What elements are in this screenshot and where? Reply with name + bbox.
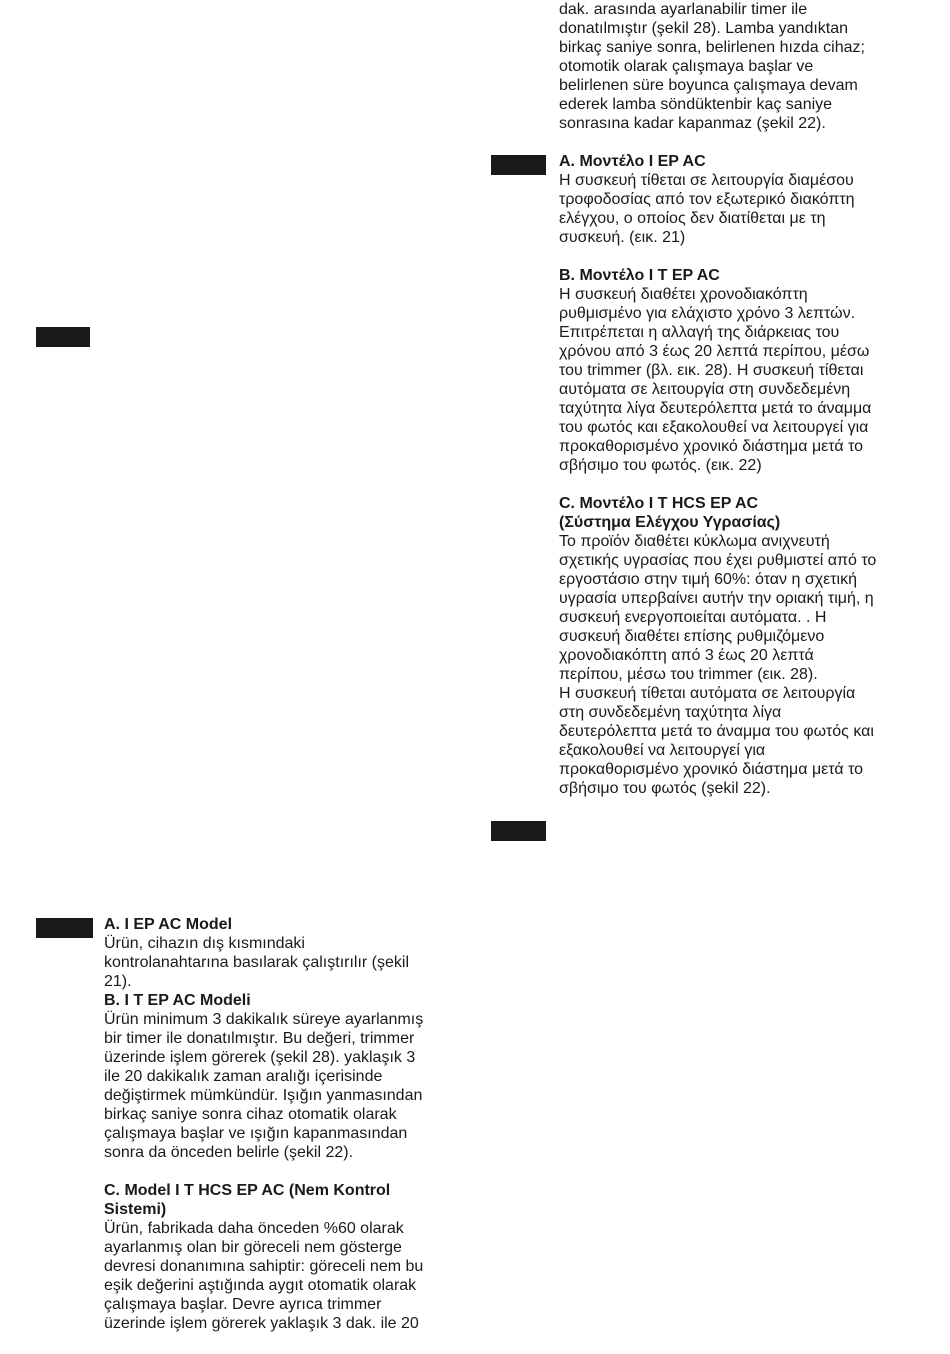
text-line: bir timer ile donatılmıştır. Bu değeri, trimmer — [104, 1030, 415, 1047]
text-line: Η συσκευή τίθεται σε λειτουργία διαμέσου — [559, 172, 854, 189]
text-line: dak. arasında ayarlanabilir timer ile — [559, 1, 808, 18]
text-line: ρυθμισμένο για ελάχιστο χρόνο 3 λεπτών. — [559, 305, 856, 322]
text-line: üzerinde işlem görerek yaklaşık 3 dak. ile 20 — [104, 1315, 419, 1332]
text-line: ταχύτητα λίγα δευτερόλεπτα μετά το άναμμα — [559, 400, 872, 417]
text-line: Η συσκευή διαθέτει χρονοδιακόπτη — [559, 286, 808, 303]
text-line: τροφοδοσίας από τον εξωτερικό διακόπτη — [559, 191, 855, 208]
text-line: sonra da önceden belirle (şekil 22). — [104, 1144, 354, 1161]
text-line: συσκευή διαθέτει επίσης ρυθμιζόμενο — [559, 628, 825, 645]
text-line: Ürün, fabrikada daha önceden %60 olarak — [104, 1220, 404, 1237]
turkish-section — [104, 915, 423, 1333]
text-line: otomotik olarak çalışmaya başlar ve — [559, 58, 814, 75]
text-line: Ürün, cihazın dış kısmındaki — [104, 935, 305, 952]
language-marker-bar — [491, 155, 546, 175]
text-line: donatılmıştır (şekil 28). Lamba yandıktan — [559, 20, 849, 37]
text-line: προκαθορισμένο χρονικό διάστημα μετά το — [559, 761, 864, 778]
text-line: Επιτρέπεται η αλλαγή της διάρκειας του — [559, 324, 840, 341]
text-line: ayarlanmış olan bir göreceli nem gösterge — [104, 1239, 402, 1256]
text-line: ederek lamba söndüktenbir kaç saniye — [559, 96, 833, 113]
text-line: çalışmaya başlar. Devre ayrıca trimmer — [104, 1296, 382, 1313]
right-intro-paragraph — [559, 0, 865, 133]
text-line: περίπου, μέσω του trimmer (εικ. 28). — [559, 666, 818, 683]
text-line: του φωτός και εξακολουθεί να λειτουργεί για — [559, 419, 869, 436]
text-line: σχετικής υγρασίας που έχει ρυθμιστεί από το — [559, 552, 877, 569]
text-line: συσκευή. (εικ. 21) — [559, 229, 686, 246]
text-line: Το προϊόν διαθέτει κύκλωμα ανιχνευτή — [559, 533, 830, 550]
language-marker-bar — [36, 918, 93, 938]
text-line: προκαθορισμένο χρονικό διάστημα μετά το — [559, 438, 864, 455]
text-line: çalışmaya başlar ve ışığın kapanmasından — [104, 1125, 408, 1142]
section-a-heading: A. I EP AC Model — [104, 916, 233, 933]
text-line: Ürün minimum 3 dakikalık süreye ayarlanmış — [104, 1011, 424, 1028]
language-marker-bar — [491, 821, 546, 841]
text-line: εργοστάσιο στην τιμή 60%: όταν η σχετική — [559, 571, 857, 588]
text-line: Η συσκευή τίθεται αυτόματα σε λειτουργία — [559, 685, 856, 702]
section-b-heading: B. I T EP AC Modeli — [104, 992, 251, 1009]
text-line: üzerinde işlem görerek (şekil 28). yaklaşık 3 — [104, 1049, 416, 1066]
text-line: ελέγχου, ο οποίος δεν διατίθεται με τη — [559, 210, 826, 227]
text-line: του trimmer (βλ. εικ. 28). Η συσκευή τίθεται — [559, 362, 864, 379]
text-line: στη συνδεδεμένη ταχύτητα λίγα — [559, 704, 782, 721]
section-a-heading: A. Μοντέλο I EP AC — [559, 153, 706, 170]
text-line: 21). — [104, 973, 132, 990]
section-c-heading: C. Μοντέλο I T HCS EP AC — [559, 495, 759, 512]
greek-section — [559, 152, 876, 798]
text-line: χρόνου από 3 έως 20 λεπτά περίπου, μέσω — [559, 343, 870, 360]
text-line: sonrasına kadar kapanmaz (şekil 22). — [559, 115, 826, 132]
text-line: υγρασία υπερβαίνει αυτήν την οριακή τιμή, η — [559, 590, 874, 607]
section-b-heading: B. Μοντέλο I T EP AC — [559, 267, 720, 284]
text-line: birkaç saniye sonra cihaz otomatik olarak — [104, 1106, 397, 1123]
text-line: χρονοδιακόπτη από 3 έως 20 λεπτά — [559, 647, 814, 664]
text-line: eşik değerini aştığında aygıt otomatik olarak — [104, 1277, 417, 1294]
language-marker-bar — [36, 327, 90, 347]
text-line: ile 20 dakikalık zaman aralığı içerisinde — [104, 1068, 383, 1085]
text-line: devresi donanımına sahiptir: göreceli nem bu — [104, 1258, 424, 1275]
text-line: εξακολουθεί να λειτουργεί για — [559, 742, 766, 759]
text-line: σβήσιμο του φωτός (şekil 22). — [559, 780, 771, 797]
text-line: birkaç saniye sonra, belirlenen hızda cihaz; — [559, 39, 865, 56]
text-line: συσκευή ενεργοποιείται αυτόματα. . Η — [559, 609, 827, 626]
text-line: αυτόματα σε λειτουργία στη συνδεδεμένη — [559, 381, 851, 398]
text-line: σβήσιμο του φωτός. (εικ. 22) — [559, 457, 762, 474]
text-line: δευτερόλεπτα μετά το άναμμα του φωτός και — [559, 723, 874, 740]
text-line: belirlenen süre boyunca çalışmaya devam — [559, 77, 858, 94]
section-c-subheading: (Σύστημα Ελέγχου Υγρασίας) — [559, 514, 781, 531]
text-line: değiştirmek mümkündür. Işığın yanmasından — [104, 1087, 423, 1104]
section-c-heading: C. Model I T HCS EP AC (Nem Kontrol — [104, 1182, 391, 1199]
section-c-subheading: Sistemi) — [104, 1201, 167, 1218]
text-line: kontrolanahtarına basılarak çalıştırılır (şekil — [104, 954, 410, 971]
